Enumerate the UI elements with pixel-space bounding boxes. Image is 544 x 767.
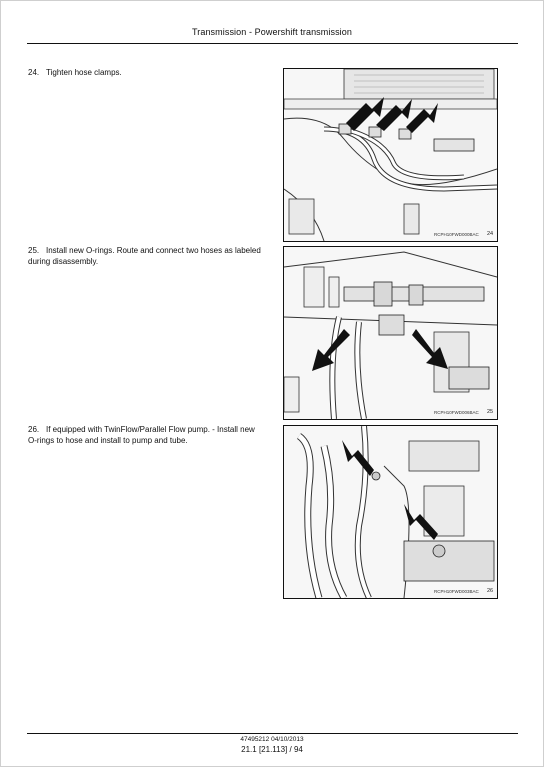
- figure-25: [283, 246, 498, 420]
- step-number: 24.: [28, 68, 40, 77]
- step-text: Install new O-rings. Route and connect two hoses as labeled during disassembly.: [28, 246, 261, 266]
- step-26: [28, 424, 264, 446]
- figure-id: RCPH10FWD006BAC: [434, 410, 479, 415]
- figure-number: 24: [487, 231, 494, 237]
- step-number: 26.: [28, 425, 40, 434]
- figure-id: RCPH10FWD003BAC: [434, 589, 479, 594]
- step-text: Tighten hose clamps.: [46, 68, 122, 77]
- header-divider: [27, 43, 518, 44]
- step-25: [28, 245, 264, 267]
- document-code: 47495212 04/10/2013: [240, 736, 304, 743]
- step-text: If equipped with TwinFlow/Parallel Flow pump. - Install new O-rings to hose and install to pump and tube.: [28, 425, 255, 445]
- page-title: Transmission - Powershift transmission: [191, 27, 352, 37]
- hose-clamps-illustration: [284, 69, 497, 241]
- twinflow-pump-illustration: [284, 426, 497, 598]
- figure-number: 26: [487, 588, 494, 594]
- figure-id: RCPH10FWD000BAC: [434, 232, 479, 237]
- o-rings-hoses-illustration: [284, 247, 497, 419]
- step-24: [28, 67, 264, 78]
- figure-26: [283, 425, 498, 599]
- page-number: 21.1 [21.113] / 94: [241, 745, 303, 754]
- step-number: 25.: [28, 246, 40, 255]
- footer-divider: [27, 733, 518, 734]
- figure-24: [283, 68, 498, 242]
- figure-number: 25: [487, 409, 494, 415]
